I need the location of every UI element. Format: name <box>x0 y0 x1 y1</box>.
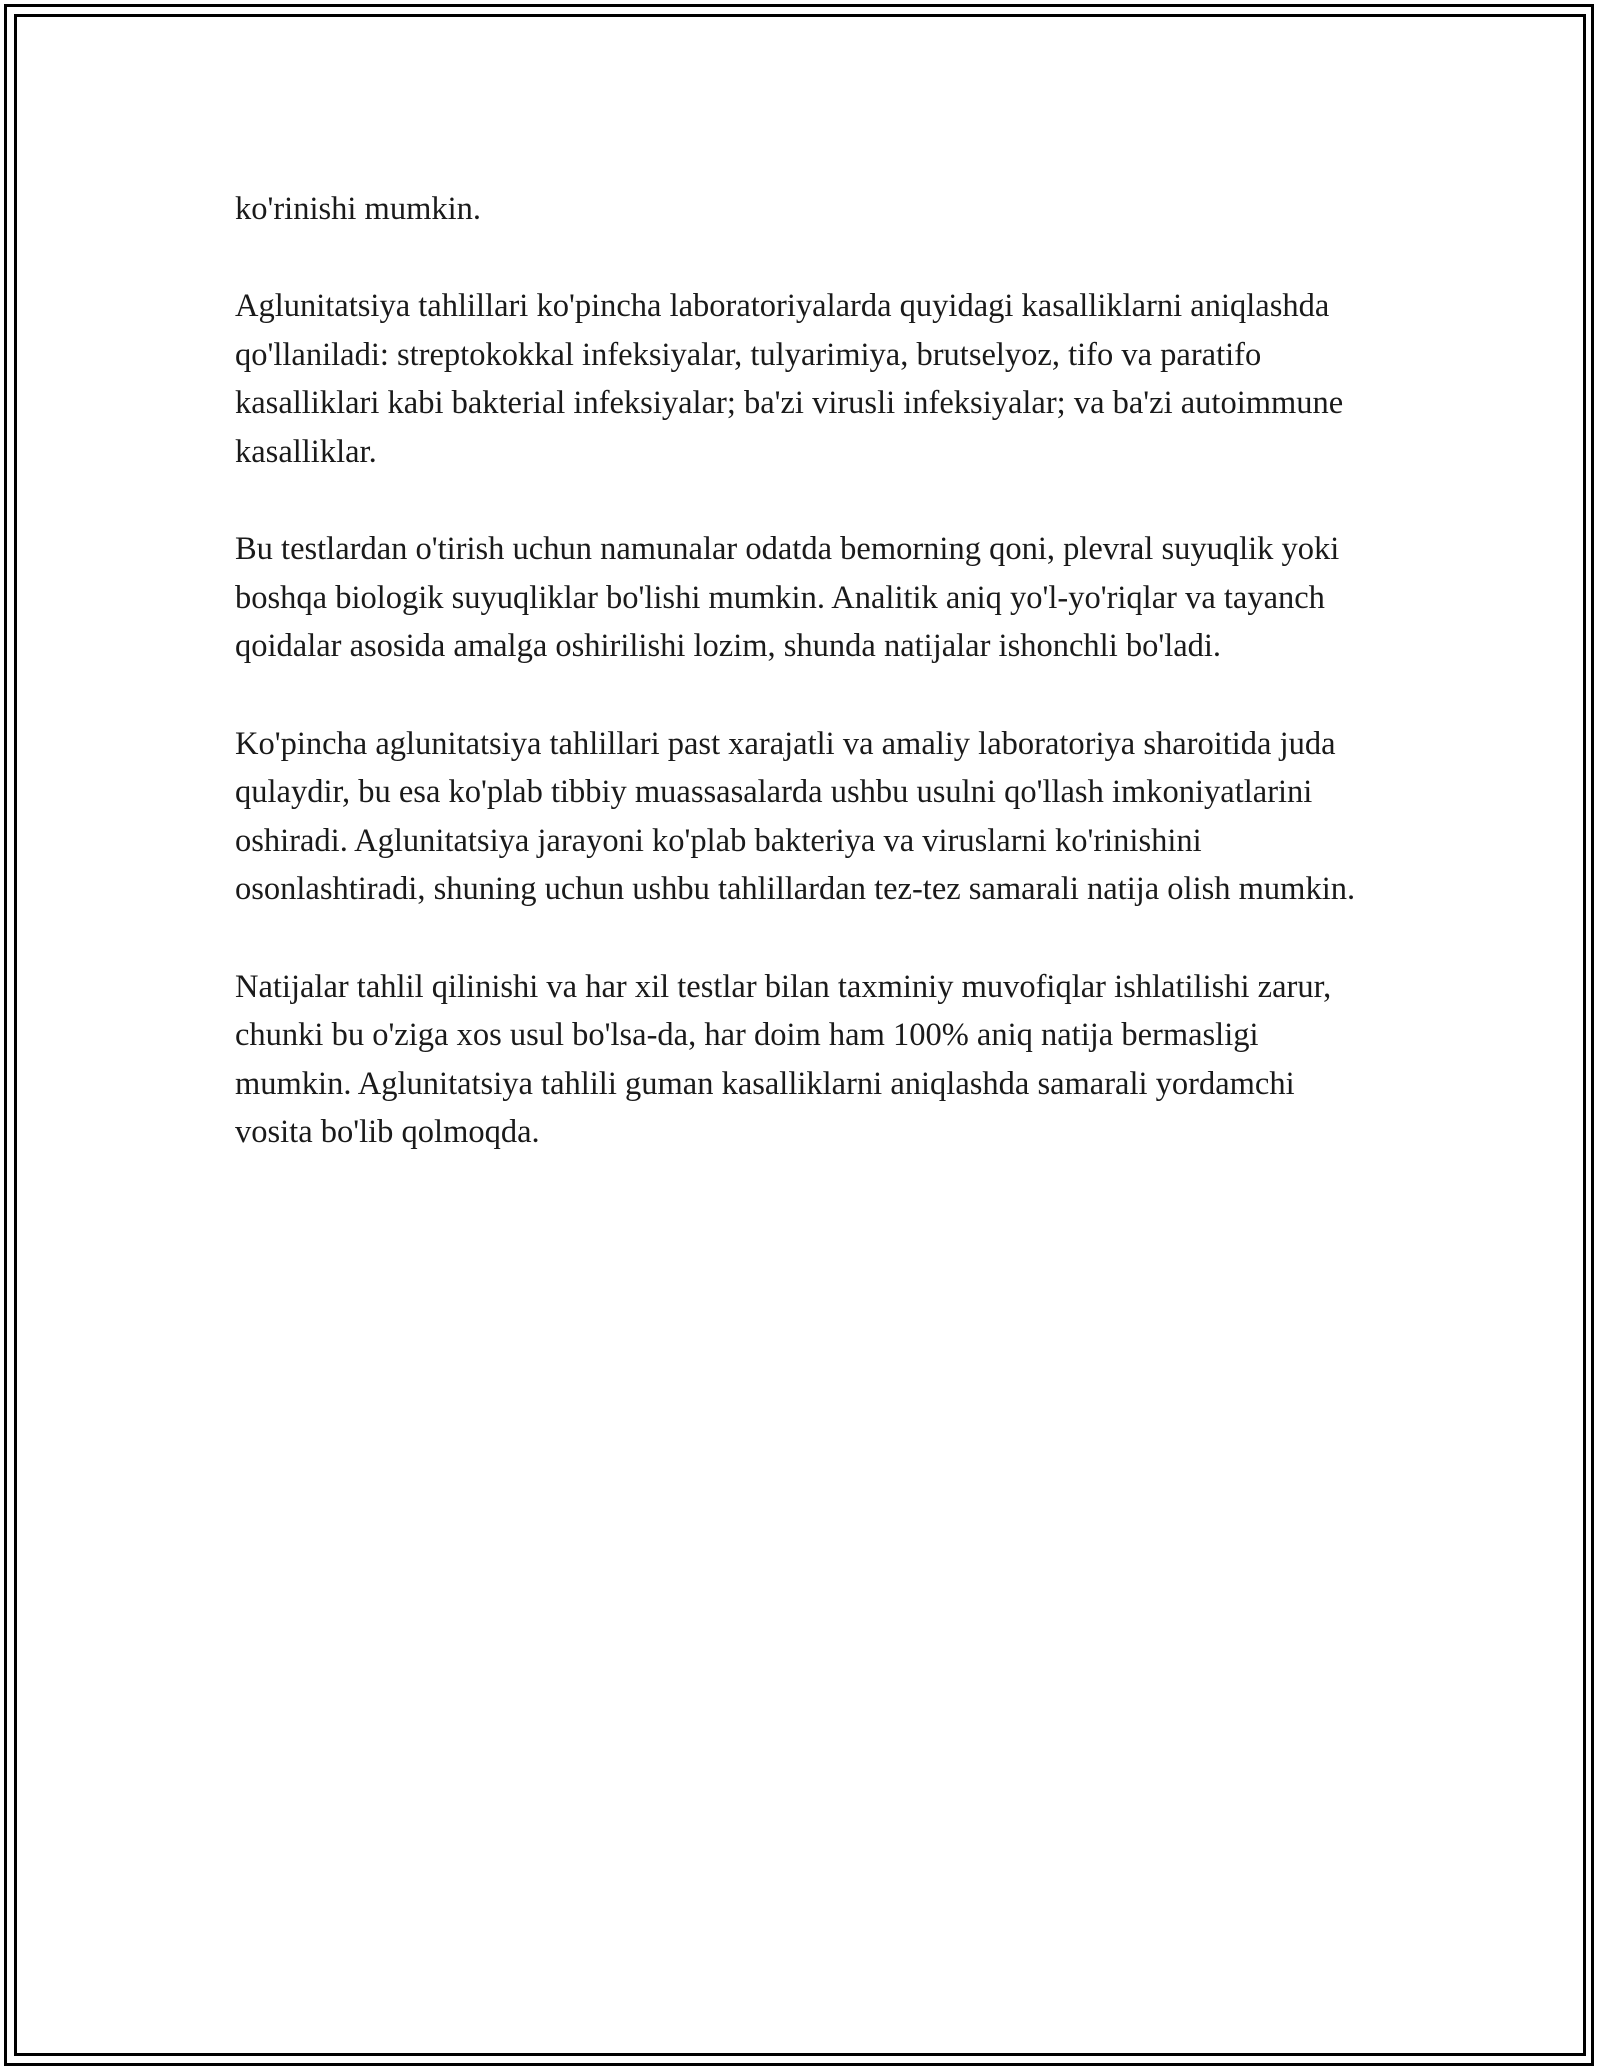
paragraph-samples: Bu testlardan o'tirish uchun namunalar odatda bemorning qoni, plevral suyuqlik yoki boshqa biologik suyuqliklar bo'lishi mumkin. Analitik aniq yo'l-yo'riqlar va tayanch qoidalar asosida amalga oshirilishi lozim, shunda natijalar ishonchli bo'ladi. <box>235 531 1340 665</box>
document-body <box>235 185 1365 1205</box>
paragraph-agglutination-uses: Aglunitatsiya tahlillari ko'pincha laboratoriyalarda quyidagi kasalliklarni aniqlashda qo'llaniladi: streptokokkal infeksiyalar, tulyarimiya, brutselyoz, tifo va paratifo kasalliklari kabi bakterial infeksiyalar; ba'zi virusli infeksiyalar; va ba'zi autoimmune kasalliklar. <box>235 288 1344 470</box>
paragraph-results: Natijalar tahlil qilinishi va har xil testlar bilan taxminiy muvofiqlar ishlatilishi zarur, chunki bu o'ziga xos usul bo'lsa-da, har doim ham 100% aniq natija bermasligi mumkin. Aglunitatsiya tahlili guman kasalliklarni aniqlashda samarali yordamchi vosita bo'lib qolmoqda. <box>235 968 1332 1151</box>
paragraph-continuation: ko'rinishi mumkin. <box>235 191 482 227</box>
paragraph-advantages: Ko'pincha aglunitatsiya tahlillari past xarajatli va amaliy laboratoriya sharoitida juda qulaydir, bu esa ko'plab tibbiy muassasalarda ushbu usulni qo'llash imkoniyatlarini oshiradi. Aglunitatsiya jarayoni ko'plab bakteriya va viruslarni ko'rinishini osonlashtiradi, shuning uchun ushbu tahlillardan tez-tez samarali natija olish mumkin. <box>235 725 1356 908</box>
